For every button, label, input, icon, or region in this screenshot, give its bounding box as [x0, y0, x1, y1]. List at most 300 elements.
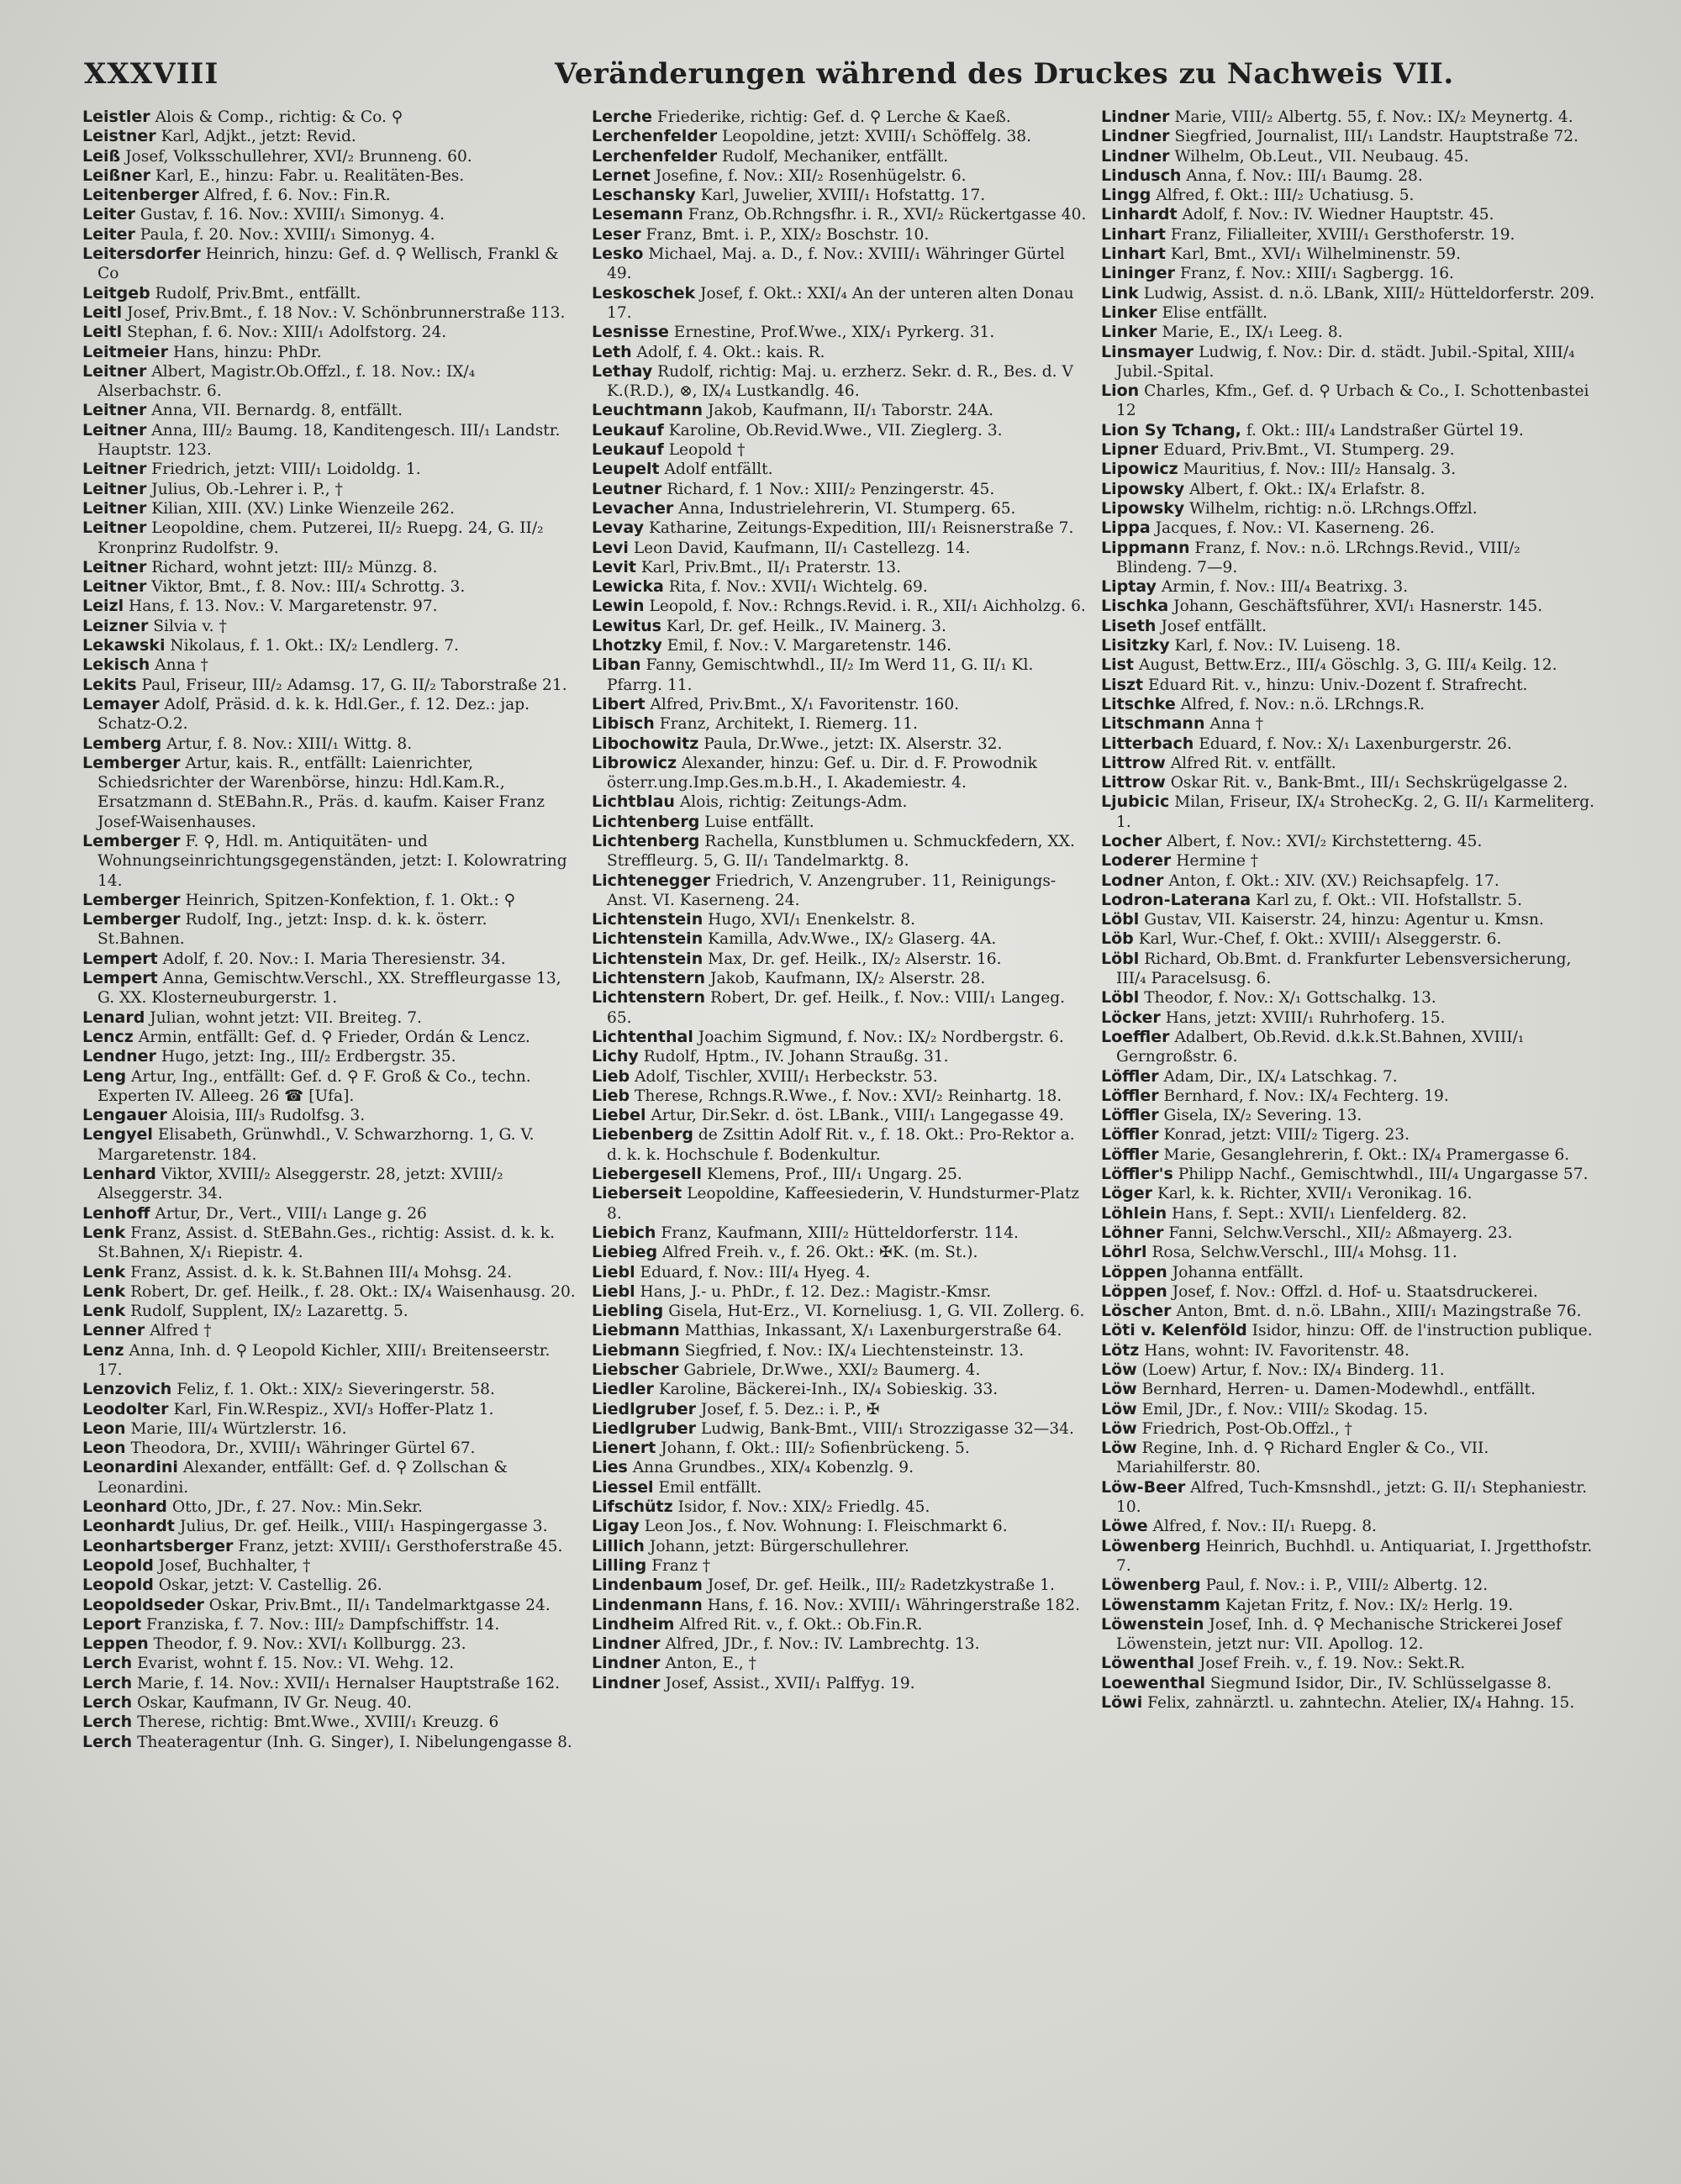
directory-entry: [1101, 1282, 1597, 1302]
entry-name: Linhardt: [1101, 205, 1178, 224]
entry-text: Josef Freih. v., f. 19. Nov.: Sekt.R.: [1199, 1655, 1466, 1673]
entry-text: Fanny, Gemischtwhdl., II/₂ Im Werd 11, G. II/₁ Kl. Pfarrg. 11.: [607, 656, 1034, 694]
column-3: [1101, 108, 1597, 2158]
directory-entry: [592, 480, 1088, 499]
entry-name: Leser: [592, 224, 641, 244]
entry-name: Lenhoff: [82, 1203, 150, 1223]
directory-entry: [1101, 1008, 1597, 1028]
entry-name: Lekits: [82, 675, 137, 694]
entry-text: Alexander, entfällt: Gef. d. ⚲ Zollschan & Leonardini.: [97, 1459, 508, 1497]
entry-name: Leitenberger: [82, 186, 199, 205]
directory-entry: [1101, 1224, 1597, 1243]
column-1: [82, 108, 578, 2158]
entry-name: Leodolter: [82, 1399, 169, 1418]
entry-text: Josef, f. 5. Dez.: i. P., ✠: [700, 1400, 880, 1418]
entry-text: Artur, f. 8. Nov.: XIII/₁ Wittg. 8.: [166, 734, 413, 753]
directory-entry: [1101, 754, 1597, 773]
entry-text: Adolf, Tischler, XVIII/₁ Herbeckstr. 53.: [635, 1067, 938, 1086]
entry-text: Fanni, Selchw.Verschl., XII/₂ Aßmayerg. 23.: [1168, 1224, 1513, 1242]
directory-entry: [592, 792, 1088, 812]
entry-name: Ligay: [592, 1517, 640, 1536]
entry-name: Löcker: [1101, 1008, 1161, 1027]
entry-name: Littrow: [1101, 773, 1166, 792]
directory-entry: [592, 1517, 1088, 1536]
directory-entry: [592, 1537, 1088, 1556]
entry-name: Liptay: [1101, 577, 1157, 597]
directory-entry: [592, 617, 1088, 636]
entry-text: Hans, hinzu: PhDr.: [172, 343, 322, 361]
directory-entry: [82, 1400, 578, 1419]
directory-entry: [592, 1439, 1088, 1458]
directory-entry: [592, 832, 1088, 871]
entry-text: Alfred, Priv.Bmt., X/₁ Favoritenstr. 160.: [650, 695, 960, 713]
entry-text: Josef, Buchhalter, †: [158, 1556, 311, 1575]
entry-text: Alfred Rit. v., f. Okt.: Ob.Fin.R.: [679, 1615, 923, 1634]
entry-name: Leizner: [82, 616, 149, 635]
entry-text: Viktor, Bmt., f. 8. Nov.: III/₄ Schrottg. 3.: [151, 578, 466, 597]
entry-text: Anna, Industrielehrerin, VI. Stumperg. 65.: [678, 499, 1016, 518]
entry-text: Marie, f. 14. Nov.: XVII/₁ Hernalser Hauptstraße 162.: [137, 1674, 561, 1692]
entry-name: Lindner: [592, 1634, 661, 1654]
entry-text: Rita, f. Nov.: XVII/₁ Wichtelg. 69.: [668, 578, 928, 597]
entry-text: Anna †: [1209, 715, 1264, 734]
entry-text: Alfred, Tuch-Kmsnshdl., jetzt: G. II/₁ Stephaniestr. 10.: [1116, 1478, 1588, 1517]
entry-name: Löb: [1101, 929, 1134, 949]
directory-entry: [592, 1419, 1088, 1439]
entry-name: Lenk: [82, 1281, 126, 1301]
entry-text: Kilian, XIII. (XV.) Linke Wienzeile 262.: [151, 499, 455, 518]
entry-name: Löhlein: [1101, 1203, 1167, 1223]
directory-entry: [1101, 792, 1597, 832]
directory-entry: [82, 343, 578, 362]
entry-name: Löffler: [1101, 1125, 1159, 1145]
page-header: [84, 57, 1614, 99]
entry-name: Lesko: [592, 245, 644, 264]
entry-text: Anna Grundbes., XIX/₄ Kobenzlg. 9.: [632, 1459, 914, 1477]
entry-text: Michael, Maj. a. D., f. Nov.: XVIII/₁ Währinger Gürtel 49.: [607, 245, 1065, 283]
entry-text: Friedrich, jetzt: VIII/₁ Loidoldg. 1.: [151, 460, 421, 479]
entry-name: Leon: [82, 1439, 126, 1458]
entry-text: Hugo, jetzt: Ing., III/₂ Erdbergstr. 35.: [161, 1048, 456, 1066]
entry-name: Leonhard: [82, 1497, 167, 1517]
entry-name: List: [1101, 655, 1135, 675]
entry-name: Lewitus: [592, 616, 661, 635]
entry-name: Leupelt: [592, 460, 660, 479]
entry-name: Lichtenstein: [592, 949, 703, 968]
entry-name: Leth: [592, 342, 632, 361]
entry-text: Karoline, Ob.Revid.Wwe., VII. Zieglerg. 3.: [668, 421, 1003, 439]
entry-name: Löffler's: [1101, 1165, 1173, 1184]
directory-entry: [592, 1458, 1088, 1477]
directory-entry: [1101, 1478, 1597, 1518]
entry-text: Karl, Fin.W.Respiz., XVI/₃ Hoffer-Platz 1.: [173, 1400, 494, 1418]
entry-name: Leitner: [82, 460, 147, 479]
entry-text: Joachim Sigmund, f. Nov.: IX/₂ Nordbergstr. 6.: [698, 1028, 1064, 1046]
entry-name: Löhrl: [1101, 1243, 1147, 1262]
directory-entry: [592, 108, 1088, 127]
entry-name: Lekawski: [82, 636, 166, 655]
entry-name: Littrow: [1101, 753, 1166, 772]
entry-text: Theodora, Dr., XVIII/₁ Währinger Gürtel 67.: [130, 1439, 476, 1458]
entry-name: Lengauer: [82, 1106, 167, 1125]
entry-text: Leopoldine, chem. Putzerei, II/₂ Ruepg. 24, G. II/₂ Kronprinz Rudolfstr. 9.: [97, 519, 544, 557]
entry-name: Lethay: [592, 361, 653, 381]
directory-entry: [1101, 1302, 1597, 1321]
entry-text: Franz, jetzt: XVIII/₁ Gersthoferstraße 45.: [238, 1537, 563, 1555]
entry-text: Hans, f. 13. Nov.: V. Margaretenstr. 97.: [129, 597, 438, 616]
entry-name: Lichtenberg: [592, 831, 700, 850]
entry-name: Leißner: [82, 166, 150, 185]
directory-entry: [1101, 1067, 1597, 1087]
directory-entry: [592, 1634, 1088, 1654]
entry-text: Gustav, VII. Kaiserstr. 24, hinzu: Agentur u. Kmsn.: [1144, 911, 1544, 929]
entry-text: Karl, k. k. Richter, XVII/₁ Veronikag. 16.: [1157, 1185, 1473, 1203]
entry-name: Liebling: [592, 1302, 664, 1321]
directory-entry: [592, 1106, 1088, 1125]
entry-text: Ludwig, Assist. d. n.ö. LBank, XIII/₂ Hütteldorferstr. 209.: [1143, 284, 1595, 303]
entry-name: Liebmann: [592, 1321, 680, 1340]
directory-entry: [592, 284, 1088, 324]
entry-text: Karl, Adjkt., jetzt: Revid.: [161, 128, 356, 146]
entry-text: Gisela, IX/₂ Severing. 13.: [1163, 1107, 1362, 1125]
entry-text: Hans, J.- u. PhDr., f. 12. Dez.: Magistr.-Kmsr.: [640, 1282, 992, 1301]
directory-entry: [592, 655, 1088, 695]
directory-entry: [592, 1380, 1088, 1399]
entry-text: Klemens, Prof., III/₁ Ungarg. 25.: [707, 1166, 962, 1184]
entry-text: Alfred, f. Nov.: II/₁ Ruepg. 8.: [1152, 1518, 1377, 1536]
entry-name: Leon: [82, 1418, 126, 1438]
directory-entry: [1101, 676, 1597, 695]
entry-name: Leukauf: [592, 420, 664, 439]
entry-text: Nikolaus, f. 1. Okt.: IX/₂ Lendlerg. 7.: [170, 637, 459, 655]
entry-name: Librowicz: [592, 753, 677, 772]
entry-name: Lenk: [82, 1302, 126, 1321]
entry-text: Rachella, Kunstblumen u. Schmuckfedern, XX. Streffleurg. 5, G. II/₁ Tandelmarktg. 8.: [607, 832, 1075, 871]
directory-entry: [592, 929, 1088, 949]
entry-text: Johann, jetzt: Bürgerschullehrer.: [649, 1537, 909, 1555]
directory-entry: [82, 1341, 578, 1381]
entry-text: Rudolf, richtig: Maj. u. erzherz. Sekr. d. R., Bes. d. V K.(R.D.), ⊗, IX/₄ Lustkandlg. 46.: [607, 362, 1073, 401]
entry-text: Hermine †: [1176, 852, 1259, 871]
directory-entry: [1101, 303, 1597, 323]
entry-text: Marie, Gesanglehrerin, f. Okt.: IX/₄ Pramergasse 6.: [1163, 1145, 1570, 1164]
entry-text: Richard, f. 1 Nov.: XIII/₂ Penzingerstr. 45.: [667, 480, 995, 498]
directory-entry: [592, 1302, 1088, 1321]
entry-text: Oskar, Kaufmann, IV Gr. Neug. 40.: [137, 1694, 412, 1713]
directory-entry: [82, 460, 578, 479]
entry-name: Lenz: [82, 1340, 124, 1360]
entry-name: Lemberger: [82, 831, 181, 850]
entry-name: Lesemann: [592, 205, 683, 224]
directory-entry: [82, 695, 578, 734]
directory-entry: [592, 813, 1088, 832]
entry-name: Linsmayer: [1101, 342, 1194, 361]
entry-name: Lion: [1101, 382, 1140, 401]
directory-entry: [592, 245, 1088, 284]
entry-name: Levi: [592, 538, 629, 557]
entry-text: Evarist, wohnt f. 15. Nov.: VI. Wehg. 12.: [137, 1655, 455, 1673]
entry-text: Theateragentur (Inh. G. Singer), I. Nibelungengasse 8.: [137, 1733, 572, 1751]
entry-name: Lindner: [1101, 146, 1170, 166]
directory-entry: [82, 597, 578, 616]
entry-name: Linker: [1101, 303, 1157, 322]
entry-text: Eduard, f. Nov.: X/₁ Laxenburgerstr. 26.: [1199, 734, 1512, 753]
entry-name: Löffler: [1101, 1145, 1159, 1164]
entry-name: Lichtblau: [592, 792, 675, 812]
entry-text: Matthias, Inkassant, X/₁ Laxenburgerstraße 64.: [684, 1322, 1062, 1340]
entry-name: Lichtenthal: [592, 1027, 693, 1046]
directory-entry: [82, 734, 578, 754]
directory-entry: [1101, 1028, 1597, 1067]
directory-entry: [82, 1302, 578, 1321]
entry-text: Feliz, f. 1. Okt.: XIX/₂ Sieveringerstr. 58.: [177, 1381, 495, 1399]
entry-name: Ljubicic: [1101, 792, 1170, 812]
entry-text: Karl, Bmt., XVI/₁ Wilhelminenstr. 59.: [1170, 245, 1462, 264]
entry-text: Alois & Comp., richtig: & Co. ⚲: [155, 108, 403, 126]
entry-name: Löwenberg: [1101, 1536, 1201, 1555]
page-title: Veränderungen während des Druckes zu Nachweis VII.: [555, 57, 1454, 91]
entry-name: Lies: [592, 1458, 628, 1477]
entry-name: Lieb: [592, 1066, 630, 1086]
directory-entry: [82, 1713, 578, 1732]
entry-name: Lipowsky: [1101, 498, 1185, 518]
directory-entry: [82, 1556, 578, 1576]
entry-name: Locher: [1101, 831, 1162, 850]
entry-name: Liszt: [1101, 675, 1144, 694]
directory-entry: [592, 1654, 1088, 1673]
page-number: XXXVIII: [84, 57, 219, 91]
entry-text: Rudolf, Hptm., IV. Johann Straußg. 31.: [643, 1048, 949, 1066]
directory-entry: [82, 969, 578, 1008]
directory-entry: [592, 1224, 1088, 1243]
entry-name: Lindusch: [1101, 166, 1182, 185]
entry-text: Adolf, Präsid. d. k. k. Hdl.Ger., f. 12. Dez.: jap. Schatz-O.2.: [97, 695, 530, 734]
directory-entry: [82, 1517, 578, 1536]
entry-text: Milan, Friseur, IX/₄ StrohecKg. 2, G. II/₁ Karmeliterg. 1.: [1116, 793, 1595, 831]
directory-entry: [1101, 539, 1597, 578]
directory-entry: [1101, 225, 1597, 245]
entry-name: Leport: [82, 1614, 142, 1634]
directory-entry: [82, 1380, 578, 1399]
entry-name: Lindheim: [592, 1614, 675, 1634]
entry-name: Liedler: [592, 1380, 654, 1399]
directory-entry: [82, 1733, 578, 1752]
entry-name: Leopold: [82, 1576, 154, 1595]
directory-entry: [82, 754, 578, 832]
directory-entry: [1101, 1184, 1597, 1203]
entry-text: Johanna entfällt.: [1172, 1263, 1304, 1281]
entry-text: Franz, Kaufmann, XIII/₂ Hütteldorferstr. 114.: [661, 1224, 1019, 1242]
entry-name: Löhner: [1101, 1223, 1164, 1242]
directory-entry: [592, 1243, 1088, 1262]
directory-entry: [592, 323, 1088, 342]
entry-name: Leitner: [82, 401, 147, 420]
entry-name: Lendner: [82, 1047, 156, 1066]
directory-entry: [592, 127, 1088, 146]
entry-name: Linhart: [1101, 224, 1166, 244]
entry-name: Lemberger: [82, 910, 181, 929]
directory-entry: [1101, 773, 1597, 792]
entry-text: Julius, Dr. gef. Heilk., VIII/₁ Haspingergasse 3.: [179, 1518, 548, 1536]
entry-text: Josef, Assist., XVII/₁ Palffyg. 19.: [665, 1674, 915, 1692]
directory-entry: [592, 1478, 1088, 1497]
entry-name: Löffler: [1101, 1066, 1159, 1086]
entry-text: Mauritius, f. Nov.: III/₂ Hansalg. 3.: [1183, 460, 1457, 479]
directory-entry: [82, 245, 578, 284]
entry-text: Albert, f. Okt.: IX/₄ Erlafstr. 8.: [1189, 480, 1425, 498]
directory-entry: [1101, 1204, 1597, 1224]
entry-text: Siegfried, f. Nov.: IX/₄ Liechtensteinstr. 13.: [684, 1341, 1025, 1360]
entry-text: Franziska, f. 7. Nov.: III/₂ Dampfschiffstr. 14.: [146, 1615, 500, 1634]
entry-text: Viktor, XVIII/₂ Alseggerstr. 28, jetzt: XVIII/₂ Alseggerstr. 34.: [97, 1166, 503, 1203]
entry-name: Lenner: [82, 1321, 145, 1340]
entry-name: Leiter: [82, 224, 135, 244]
entry-text: Friedrich, V. Anzengrubег. 11, Reinigungs-Anst. VI. Kaserneng. 24.: [607, 871, 1057, 909]
directory-entry: [1101, 891, 1597, 910]
entry-text: Hans, f. 16. Nov.: XVIII/₁ Währingerstraße 182.: [707, 1596, 1080, 1614]
directory-entry: [82, 1439, 578, 1458]
directory-entry: [592, 910, 1088, 929]
directory-entry: [592, 1556, 1088, 1576]
entry-text: Rudolf, Ing., jetzt: Insp. d. k. k. österr. St.Bahnen.: [97, 911, 487, 949]
entry-name: Lippmann: [1101, 538, 1190, 557]
entry-text: Julius, Ob.-Lehrer i. P., †: [151, 480, 343, 498]
entry-name: Löwenberg: [1101, 1576, 1201, 1595]
entry-text: Siegfried, Journalist, III/₁ Landstr. Hauptstraße 72.: [1174, 128, 1578, 146]
directory-entry: [592, 558, 1088, 577]
directory-entry: [1101, 1596, 1597, 1615]
directory-entry: [1101, 205, 1597, 224]
entry-name: Leitl: [82, 323, 123, 342]
directory-entry: [592, 1674, 1088, 1693]
entry-text: Jacques, f. Nov.: VI. Kaserneng. 26.: [1155, 519, 1435, 538]
directory-entry: [592, 225, 1088, 245]
directory-entry: [1101, 1615, 1597, 1655]
entry-text: Wilhelm, Ob.Leut., VII. Neubaug. 45.: [1174, 147, 1469, 166]
entry-text: Ernestine, Prof.Wwe., XIX/₁ Pyrkerg. 31.: [673, 324, 995, 342]
entry-name: Leonardini: [82, 1458, 178, 1477]
entry-name: Leitner: [82, 479, 147, 498]
directory-entry: [1101, 186, 1597, 205]
entry-text: Paula, f. 20. Nov.: XVIII/₁ Simonyg. 4.: [140, 225, 435, 244]
entry-text: Hans, f. Sept.: XVII/₁ Lienfelderg. 82.: [1172, 1204, 1468, 1223]
entry-text: Adolf, f. 4. Okt.: kais. R.: [636, 343, 825, 361]
entry-text: Jakob, Kaufmann, II/₁ Taborstr. 24A.: [708, 402, 994, 420]
entry-name: Liseth: [1101, 616, 1157, 635]
entry-text: Heinrich, Buchhdl. u. Antiquariat, I. Jrgetthofstr. 7.: [1116, 1537, 1593, 1575]
entry-text: Karl zu, f. Okt.: VII. Hofstallstr. 5.: [1255, 891, 1523, 909]
entry-name: Liebergesell: [592, 1165, 703, 1184]
directory-entry: [82, 950, 578, 969]
entry-text: Charles, Kfm., Gef. d. ⚲ Urbach & Co., I. Schottenbastei 12: [1116, 382, 1589, 420]
directory-entry: [82, 323, 578, 342]
directory-entry: [1101, 1419, 1597, 1439]
entry-name: Libochowitz: [592, 734, 699, 753]
directory-entry: [1101, 382, 1597, 421]
entry-name: Lerchenfelder: [592, 146, 718, 166]
entry-text: Emil, f. Nov.: V. Margaretenstr. 146.: [667, 637, 952, 655]
entry-text: Gustav, f. 16. Nov.: XVIII/₁ Simonyg. 4.: [140, 206, 445, 224]
entry-text: Kamilla, Adv.Wwe., IX/₂ Glaserg. 4A.: [708, 930, 997, 949]
entry-text: Alexander, hinzu: Gef. u. Dir. d. F. Prowodnik österr.ung.Imp.Ges.m.b.H., I. Akademiestr. 4.: [607, 754, 1037, 792]
directory-entry: [1101, 617, 1597, 636]
entry-text: Albert, Magistr.Ob.Offzl., f. 18. Nov.: IX/₄ Alserbachstr. 6.: [97, 362, 476, 401]
directory-entry: [82, 1693, 578, 1713]
entry-text: Johann, f. Okt.: III/₂ Sofienbrückeng. 5.: [661, 1439, 970, 1458]
entry-text: Anton, E., †: [665, 1655, 756, 1673]
entry-name: Löbl: [1101, 910, 1140, 929]
entry-text: Armin, f. Nov.: III/₄ Beatrixg. 3.: [1161, 578, 1409, 597]
entry-text: Felix, zahnärztl. u. zahntechn. Atelier, IX/₄ Hahng. 15.: [1147, 1694, 1575, 1713]
directory-entry: [1101, 499, 1597, 518]
entry-name: Löscher: [1101, 1302, 1172, 1321]
entry-text: Leopold †: [668, 441, 746, 460]
entry-name: Leonhartsberger: [82, 1536, 234, 1555]
entry-name: Lesnisse: [592, 323, 669, 342]
directory-entry: [82, 1204, 578, 1224]
directory-entry: [1101, 166, 1597, 186]
entry-text: Paul, Friseur, III/₂ Adamsg. 17, G. II/₂ Taborstraße 21.: [141, 676, 567, 694]
directory-entry: [592, 1165, 1088, 1184]
entry-name: Lerch: [82, 1654, 133, 1673]
entry-text: Therese, Rchngs.R.Wwe., f. Nov.: XVI/₂ Reinhartg. 18.: [635, 1087, 1062, 1105]
entry-name: Litterbach: [1101, 734, 1194, 753]
entry-name: Löw-Beer: [1101, 1477, 1186, 1497]
entry-text: Hugo, XVI/₁ Enenkelstr. 8.: [708, 911, 916, 929]
entry-name: Lempert: [82, 949, 158, 968]
entry-name: Lenzovich: [82, 1380, 172, 1399]
directory-entry: [592, 147, 1088, 166]
entry-text: Jakob, Kaufmann, IX/₂ Alserstr. 28.: [710, 970, 986, 988]
directory-entry: [1101, 655, 1597, 675]
entry-name: Löwenstein: [1101, 1614, 1204, 1634]
entry-text: Leopold, f. Nov.: Rchngs.Revid. i. R., XII/₁ Aichholzg. 6.: [649, 597, 1086, 616]
entry-text: Gisela, Hut-Erz., VI. Korneliusg. 1, G. VII. Zollerg. 6.: [668, 1303, 1085, 1321]
entry-name: Löbl: [1101, 949, 1140, 968]
directory-entry: [82, 1615, 578, 1634]
directory-entry: [592, 1184, 1088, 1224]
entry-name: Löwenstamm: [1101, 1595, 1220, 1614]
entry-text: Rudolf, Priv.Bmt., entfällt.: [155, 284, 361, 303]
entry-name: Loeffler: [1101, 1027, 1170, 1046]
entry-text: Theodor, f. Nov.: X/₁ Gottschalkg. 13.: [1144, 989, 1436, 1008]
entry-name: Liebl: [592, 1281, 635, 1301]
entry-name: Lieberseit: [592, 1184, 682, 1203]
entry-text: Karl, Wur.-Chef, f. Okt.: XVIII/₁ Alseggerstr. 6.: [1138, 930, 1502, 949]
directory-entry: [1101, 910, 1597, 929]
entry-name: Leuchtmann: [592, 401, 703, 420]
entry-name: Leizl: [82, 597, 124, 616]
entry-name: Lekisch: [82, 655, 150, 675]
entry-text: Artur, Ing., entfällt: Gef. d. ⚲ F. Groß & Co., techn. Experten IV. Alleeg. 26 ☎ [Ufa].: [97, 1067, 531, 1105]
entry-text: Heinrich, Spitzen-Konfektion, f. 1. Okt.: ⚲: [185, 891, 516, 909]
directory-entry: [82, 284, 578, 303]
entry-name: Löti v. Kelenföld: [1101, 1321, 1247, 1340]
entry-name: Löppen: [1101, 1281, 1167, 1301]
entry-name: Lemayer: [82, 694, 160, 713]
entry-text: Marie, VIII/₂ Albertg. 55, f. Nov.: IX/₂ Meynertg. 4.: [1174, 108, 1573, 126]
entry-text: Leon Jos., f. Nov. Wohnung: I. Fleischmarkt 6.: [644, 1518, 1008, 1536]
directory-entry: [592, 1596, 1088, 1615]
entry-name: Leitersdorfer: [82, 245, 201, 264]
directory-entry: [1101, 1693, 1597, 1713]
entry-text: Max, Dr. gef. Heilk., IX/₂ Alserstr. 16.: [708, 950, 1002, 968]
directory-entry: [1101, 1517, 1597, 1536]
entry-name: Lenk: [82, 1223, 126, 1242]
directory-entry: [592, 1028, 1088, 1047]
entry-name: Liessel: [592, 1477, 654, 1497]
directory-entry: [592, 499, 1088, 518]
